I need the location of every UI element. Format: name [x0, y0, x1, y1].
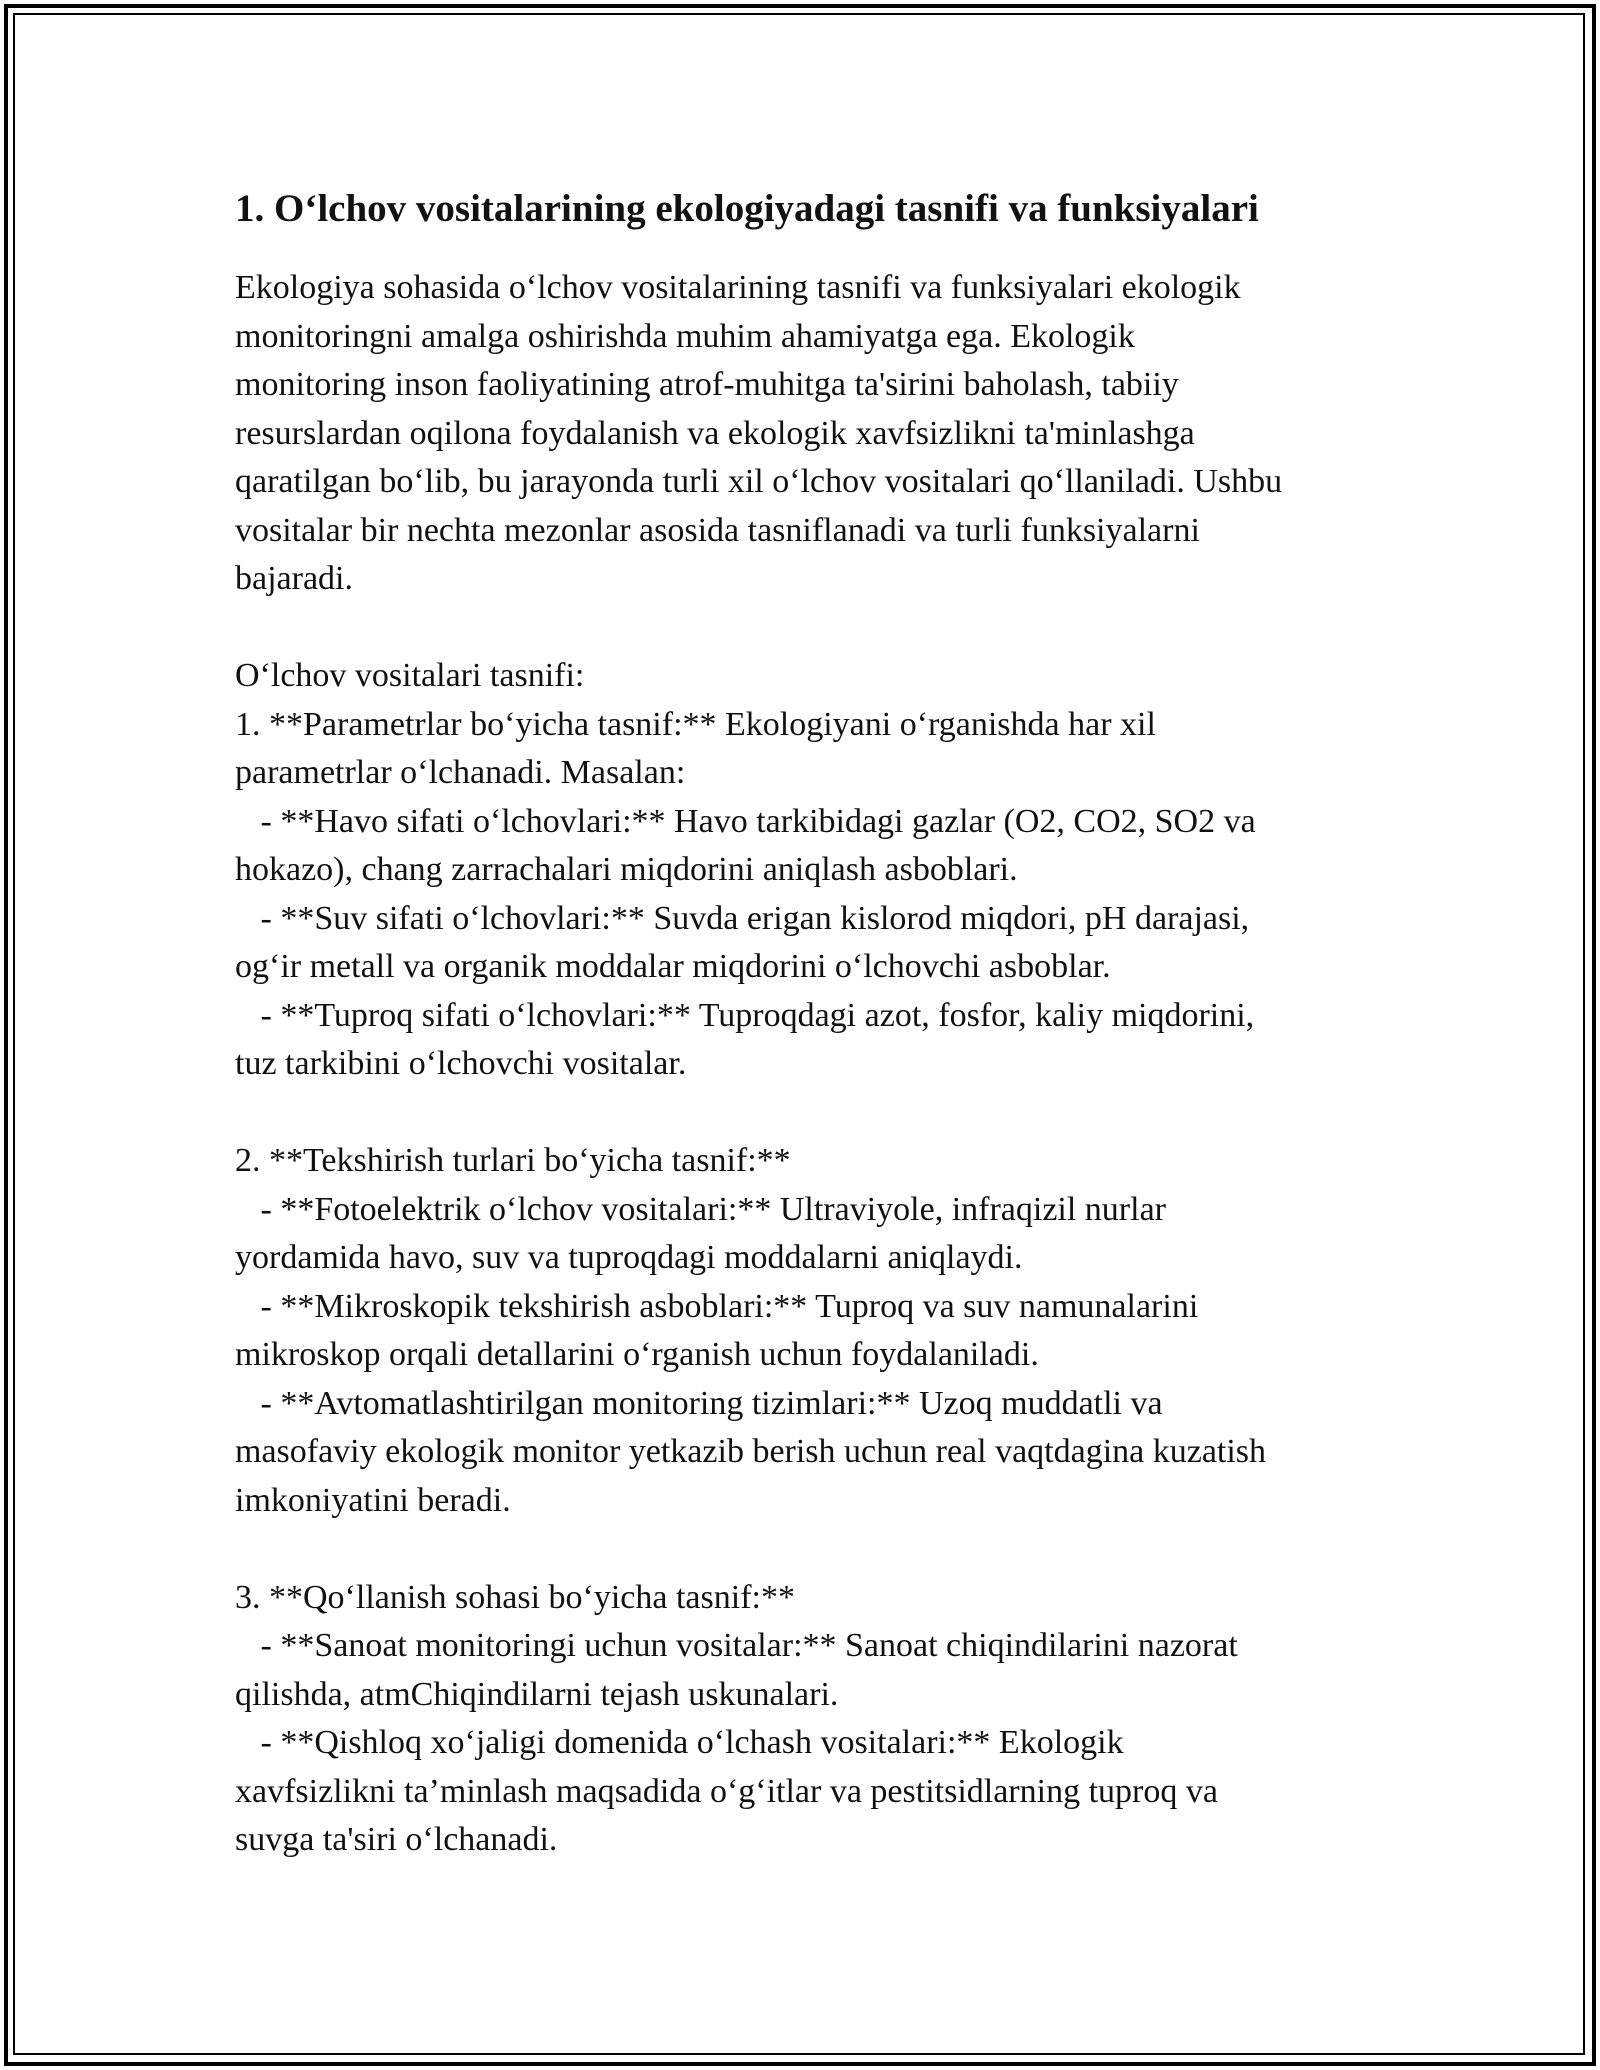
- text-line: monitoring inson faoliyatining atrof-muhitga ta'sirini baholash, tabiiy: [235, 366, 1179, 403]
- text-line: xavfsizlikni ta’minlash maqsadida o‘g‘itlar va pestitsidlarning tuproq va: [235, 1772, 1218, 1810]
- text-line: masofaviy ekologik monitor yetkazib berish uchun real vaqtdagina kuzatish: [235, 1433, 1267, 1470]
- text-line: - **Fotoelektrik o‘lchov vositalari:** Ultraviyole, infraqizil nurlar: [235, 1190, 1166, 1228]
- text-line: qilishda, atmChiqindilarni tejash uskunalari.: [235, 1675, 839, 1713]
- text-line: 2. **Tekshirish turlari bo‘yicha tasnif:**: [235, 1142, 791, 1179]
- text-line: - **Suv sifati o‘lchovlari:** Suvda erigan kislorod miqdori, pH darajasi,: [235, 899, 1250, 937]
- text-line: Ekologiya sohasida o‘lchov vositalarining tasnifi va funksiyalari ekologik: [235, 269, 1241, 306]
- section-heading: 1. O‘lchov vositalarining ekologiyadagi tasnifi va funksiyalari: [235, 187, 1259, 230]
- text-line: tuz tarkibini o‘lchovchi vositalar.: [235, 1045, 687, 1082]
- text-line: mikroskop orqali detallarini o‘rganish uchun foydalaniladi.: [235, 1336, 1039, 1373]
- text-line: imkoniyatini beradi.: [235, 1481, 511, 1519]
- text-line: bajaradi.: [235, 560, 353, 597]
- text-line: parametrlar o‘lchanadi. Masalan:: [235, 754, 686, 791]
- text-line: 1. **Parametrlar bo‘yicha tasnif:** Ekologiyani o‘rganishda har xil: [235, 705, 1156, 743]
- text-line: monitoringni amalga oshirishda muhim ahamiyatga ega. Ekologik: [235, 317, 1135, 355]
- text-line: og‘ir metall va organik moddalar miqdorini o‘lchovchi asboblar.: [235, 948, 1111, 985]
- document-text: [235, 264, 1385, 1865]
- text-line: suvga ta'siri o‘lchanadi.: [235, 1821, 558, 1858]
- text-line: 3. **Qo‘llanish sohasi bo‘yicha tasnif:**: [235, 1578, 795, 1616]
- text-line: O‘lchov vositalari tasnifi:: [235, 657, 585, 694]
- text-line: yordamida havo, suv va tuproqdagi moddalarni aniqlaydi.: [235, 1239, 1023, 1276]
- blank-line: [235, 1089, 1385, 1138]
- text-line: - **Avtomatlashtirilgan monitoring tizimlari:** Uzoq muddatli va: [235, 1384, 1163, 1422]
- text-line: - **Sanoat monitoringi uchun vositalar:** Sanoat chiqindilarini nazorat: [235, 1627, 1238, 1664]
- text-line: - **Mikroskopik tekshirish asboblari:** Tuproq va suv namunalarini: [235, 1287, 1199, 1325]
- document-body: [235, 186, 1385, 1865]
- text-line: hokazo), chang zarrachalari miqdorini aniqlash asboblari.: [235, 851, 1018, 888]
- text-line: - **Tuproq sifati o‘lchovlari:** Tuproqdagi azot, fosfor, kaliy miqdorini,: [235, 996, 1255, 1034]
- text-line: - **Qishloq xo‘jaligi domenida o‘lchash vositalari:** Ekologik: [235, 1724, 1124, 1761]
- text-line: - **Havo sifati o‘lchovlari:** Havo tarkibidagi gazlar (O2, CO2, SO2 va: [235, 802, 1256, 840]
- text-line: vositalar bir nechta mezonlar asosida tasniflanadi va turli funksiyalarni: [235, 511, 1200, 549]
- text-line: qaratilgan bo‘lib, bu jarayonda turli xil o‘lchov vositalari qo‘llaniladi. Ushbu: [235, 463, 1283, 500]
- blank-line: [235, 1525, 1385, 1574]
- text-line: resurslardan oqilona foydalanish va ekologik xavfsizlikni ta'minlashga: [235, 414, 1195, 452]
- blank-line: [235, 604, 1385, 653]
